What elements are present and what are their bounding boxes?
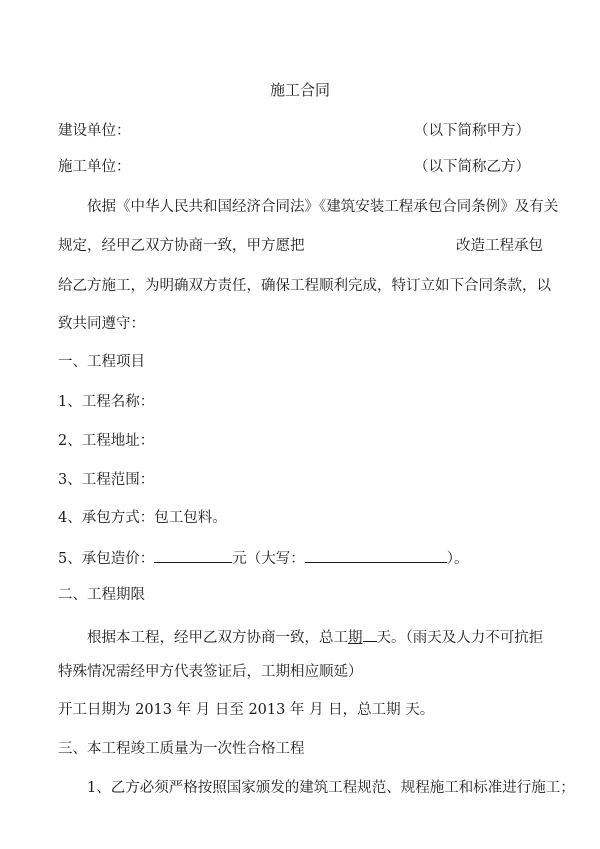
section-3-heading: 三、本工程竣工质量为一次性合格工程 xyxy=(58,741,305,757)
intro-line-1: 依据《中华人民共和国经济合同法》《建筑安装工程承包合同条例》及有关 xyxy=(87,199,559,215)
contract-price-close: ）。 xyxy=(446,551,469,567)
quality-item-1: 1、乙方必须严格按照国家颁发的建筑工程规范、规程施工和标准进行施工； xyxy=(87,780,575,796)
duration-line-1 xyxy=(87,625,543,648)
section-1-heading: 一、工程项目 xyxy=(58,354,145,370)
intro-line-4: 致共同遵守： xyxy=(58,316,145,332)
contract-price-line xyxy=(58,546,468,569)
contract-price-words-label: 元（大写： xyxy=(232,551,305,567)
intro-line-2a: 规定，经甲乙双方协商一致，甲方愿把 xyxy=(58,238,305,254)
party-a-label: 建设单位： xyxy=(58,123,131,139)
duration-text-a: 根据本工程，经甲乙双方协商一致，总工 xyxy=(87,630,348,646)
page-title: 施工合同 xyxy=(269,81,330,99)
contract-price-blank xyxy=(154,546,232,563)
party-a-note: （以下简称甲方） xyxy=(414,123,530,139)
party-b-label: 施工单位： xyxy=(58,159,131,175)
contract-price-label: 5、承包造价： xyxy=(58,551,155,567)
party-b-note: （以下简称乙方） xyxy=(414,159,530,175)
intro-line-3: 给乙方施工，为明确双方责任，确保工程顺利完成，特订立如下合同条款，以 xyxy=(58,278,551,294)
project-address-label: 2、工程地址： xyxy=(58,433,155,449)
project-name-label: 1、工程名称： xyxy=(58,394,155,410)
duration-line-2: 特殊情况需经甲方代表签证后，工期相应顺延） xyxy=(58,664,363,680)
duration-days-blank xyxy=(363,625,377,642)
section-2-heading: 二、工程期限 xyxy=(58,587,145,603)
contract-method: 4、承包方式：包工包料。 xyxy=(58,510,227,526)
contract-price-words-blank xyxy=(305,546,447,563)
start-end-dates: 开工日期为 2013 年 月 日至 2013 年 月 日，总工期 天。 xyxy=(58,702,435,718)
duration-period-underlined: 期 xyxy=(348,630,363,646)
intro-line-2b: 改造工程承包 xyxy=(456,238,543,254)
duration-text-c: 天。（雨天及人力不可抗拒 xyxy=(376,630,544,646)
project-scope-label: 3、工程范围： xyxy=(58,472,155,488)
